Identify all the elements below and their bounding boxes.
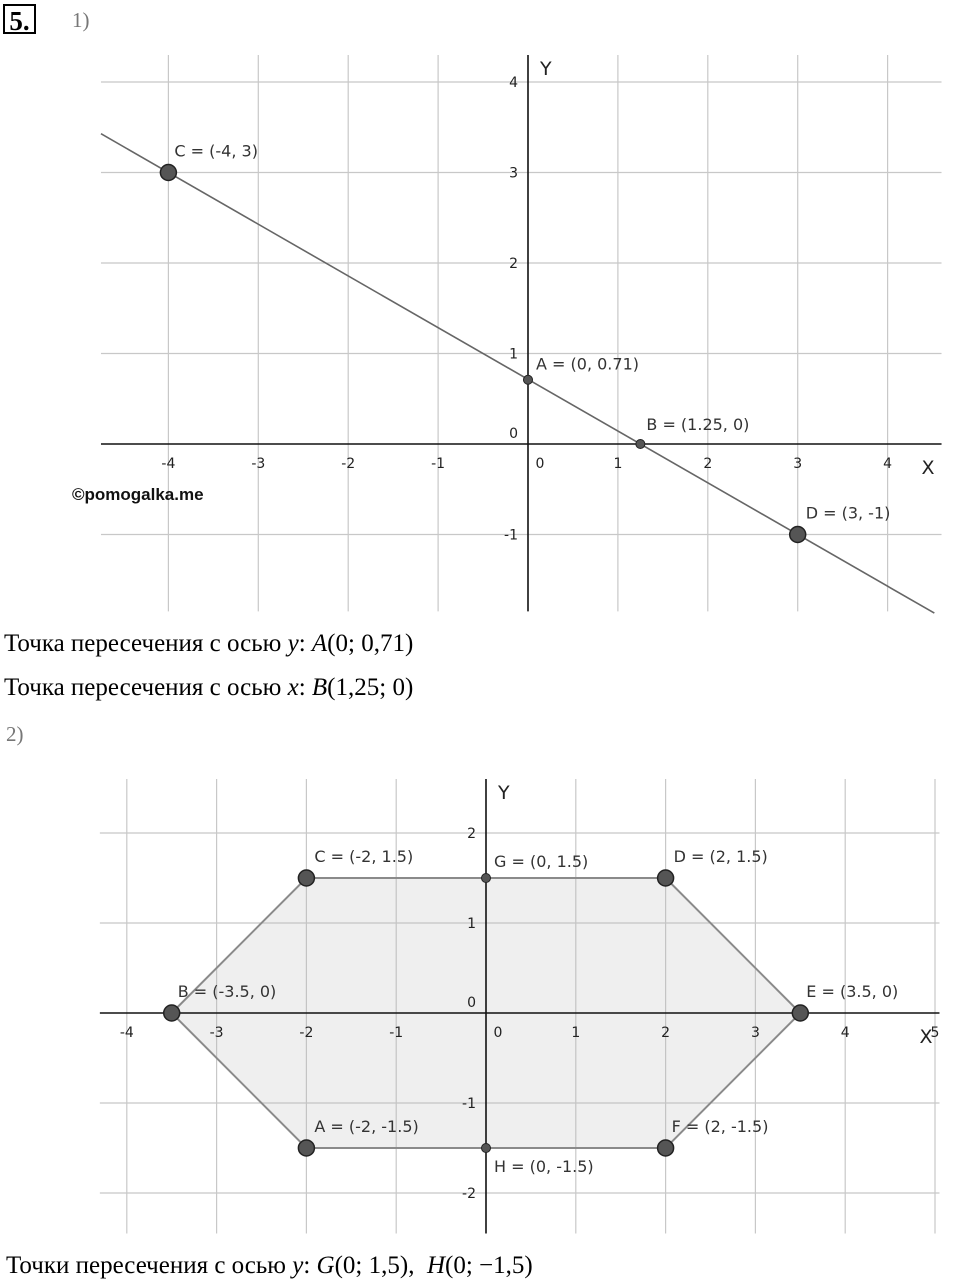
y-tick-label: 1 [467,916,476,932]
point-A [524,375,533,384]
point-label-G: G = (0, 1.5) [494,852,589,871]
point-H [482,1144,491,1153]
graph-2 [0,770,960,1242]
x-tick-label: 4 [840,1025,850,1041]
point-B [164,1005,180,1021]
point-label-H: H = (0, -1.5) [494,1157,594,1176]
point-label-C: C = (-4, 3) [174,141,258,161]
y-tick-label: -1 [462,1096,476,1112]
point-label-D: D = (2, 1.5) [673,847,768,866]
x-tick-label: 1 [571,1025,581,1041]
answer-y-intercept: Точка пересечения с осью y: A(0; 0,71) [4,630,414,657]
y-axis-label: Y [498,782,510,804]
x-tick-label: -3 [251,456,266,472]
point-C [160,165,176,181]
origin-label: 0 [509,426,518,442]
y-tick-label: 3 [509,165,518,182]
point-C [298,870,314,886]
part-1-label: 1) [72,8,90,32]
point-label-E: E = (3.5, 0) [806,982,899,1001]
y-tick-label: -1 [504,527,518,544]
point-label-C: C = (-2, 1.5) [314,847,414,866]
x-tick-label: 2 [661,1025,671,1041]
x-tick-label: 4 [883,456,893,472]
answer-x-intercept: Точка пересечения с осью x: B(1,25; 0) [4,674,414,701]
origin-label: 0 [467,995,476,1011]
x-tick-label: -1 [431,456,446,472]
x-tick-label: -1 [389,1025,404,1041]
point-D [658,870,674,886]
point-E [792,1005,808,1021]
point-D [790,527,806,543]
x-tick-label: 0 [535,456,545,472]
graph-1 [0,55,960,615]
x-tick-label: -2 [341,456,356,472]
answer-y-intercepts: Точки пересечения с осью y: G(0; 1,5), H(0; −1,5) [6,1252,533,1279]
point-label-F: F = (2, -1.5) [671,1117,769,1136]
x-tick-label: -4 [119,1025,134,1041]
y-tick-label: -2 [462,1186,476,1202]
point-label-B: B = (1.25, 0) [646,415,750,434]
point-B [636,440,645,449]
x-axis-label: X [921,457,935,479]
x-axis-label: X [919,1026,933,1048]
x-tick-label: -3 [209,1025,224,1041]
point-G [482,874,491,883]
x-tick-label: -2 [299,1025,314,1041]
point-A [298,1140,314,1156]
x-tick-label: 5 [930,1025,940,1041]
x-tick-label: 3 [750,1025,760,1041]
x-tick-label: -4 [161,456,176,472]
point-label-B: B = (-3.5, 0) [177,982,277,1001]
x-tick-label: 1 [613,456,623,472]
point-F [658,1140,674,1156]
y-tick-label: 1 [509,346,518,363]
x-tick-label: 0 [493,1025,503,1041]
x-tick-label: 2 [703,456,713,472]
point-label-D: D = (3, -1) [805,503,891,523]
point-label-A: A = (-2, -1.5) [314,1117,419,1136]
problem-number: 5. [3,4,36,34]
y-tick-label: 2 [467,826,476,842]
x-tick-label: 3 [793,456,803,472]
point-label-A: A = (0, 0.71) [536,354,639,374]
part-2-label: 2) [6,722,24,746]
y-tick-label: 2 [509,256,518,272]
watermark: ©pomogalka.me [72,485,204,504]
y-axis-label: Y [540,57,552,80]
y-tick-label: 4 [509,75,518,91]
